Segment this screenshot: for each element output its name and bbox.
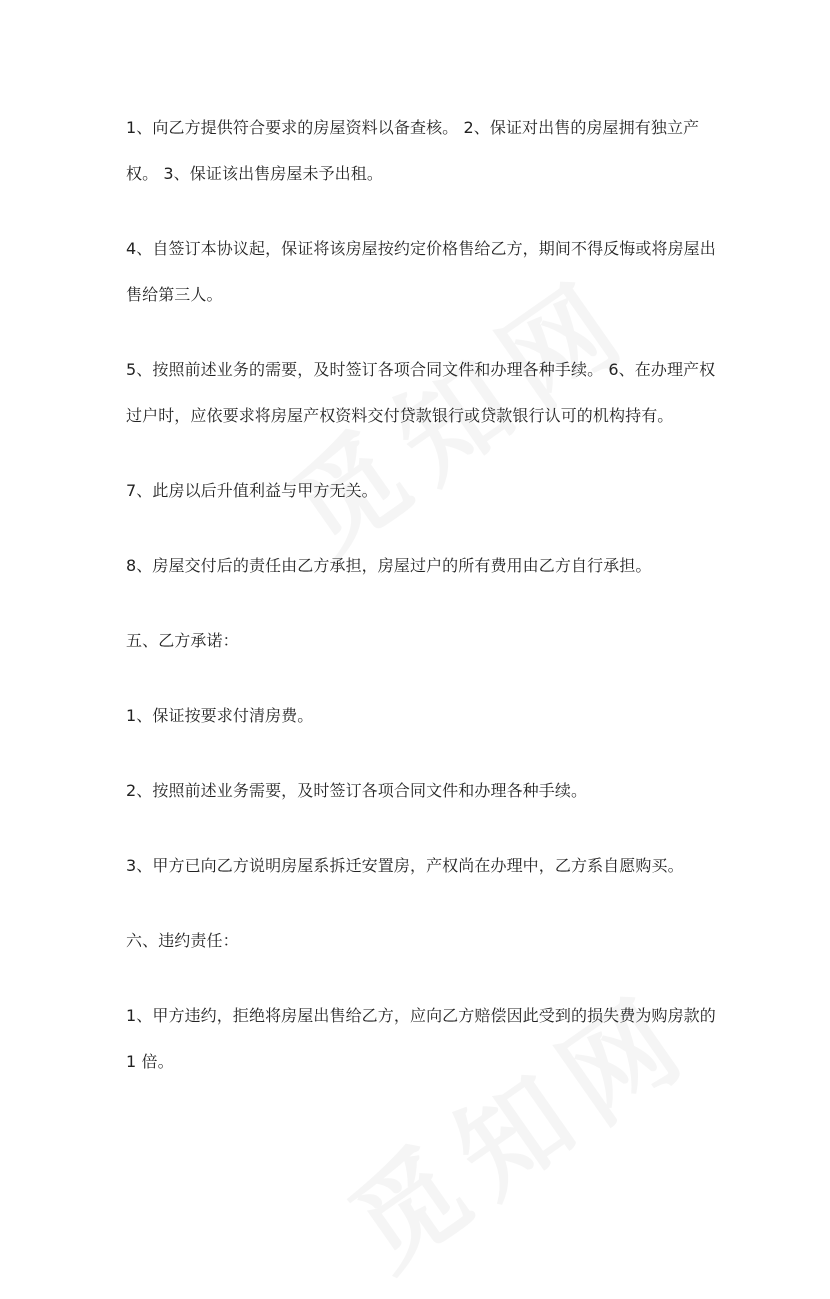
- section-heading-breach-liability: 六、违约责任：: [126, 931, 239, 950]
- paragraph-buyer-promise-3: 3、甲方已向乙方说明房屋系拆迁安置房，产权尚在办理中，乙方系自愿购买。: [126, 856, 684, 875]
- paragraph-buyer-promise-2: 2、按照前述业务需要，及时签订各项合同文件和办理各种手续。: [126, 781, 588, 800]
- paragraph-buyer-promise-1: 1、保证按要求付清房费。: [126, 706, 314, 725]
- paragraph-seller-obligations-5-6: 5、按照前述业务的需要，及时签订各项合同文件和办理各种手续。 6、在办理产权过户时，应依要求将房屋产权资料交付贷款银行或贷款银行认可的机构持有。: [126, 360, 716, 425]
- paragraph-seller-obligation-7: 7、此房以后升值利益与甲方无关。: [126, 481, 378, 500]
- section-heading-buyer-promises: 五、乙方承诺：: [126, 631, 239, 650]
- paragraph-seller-obligation-4: 4、自签订本协议起，保证将该房屋按约定价格售给乙方，期间不得反悔或将房屋出售给第三人。: [126, 239, 716, 304]
- paragraph-breach-liability-1: 1、甲方违约，拒绝将房屋出售给乙方，应向乙方赔偿因此受到的损失费为购房款的 1 倍。: [126, 1006, 716, 1071]
- paragraph-seller-obligations-1-3: 1、向乙方提供符合要求的房屋资料以备查核。 2、保证对出售的房屋拥有独立产权。 3、保证该出售房屋未予出租。: [126, 118, 700, 183]
- paragraph-seller-obligation-8: 8、房屋交付后的责任由乙方承担，房屋过户的所有费用由乙方自行承担。: [126, 556, 652, 575]
- document-body: [126, 105, 726, 1114]
